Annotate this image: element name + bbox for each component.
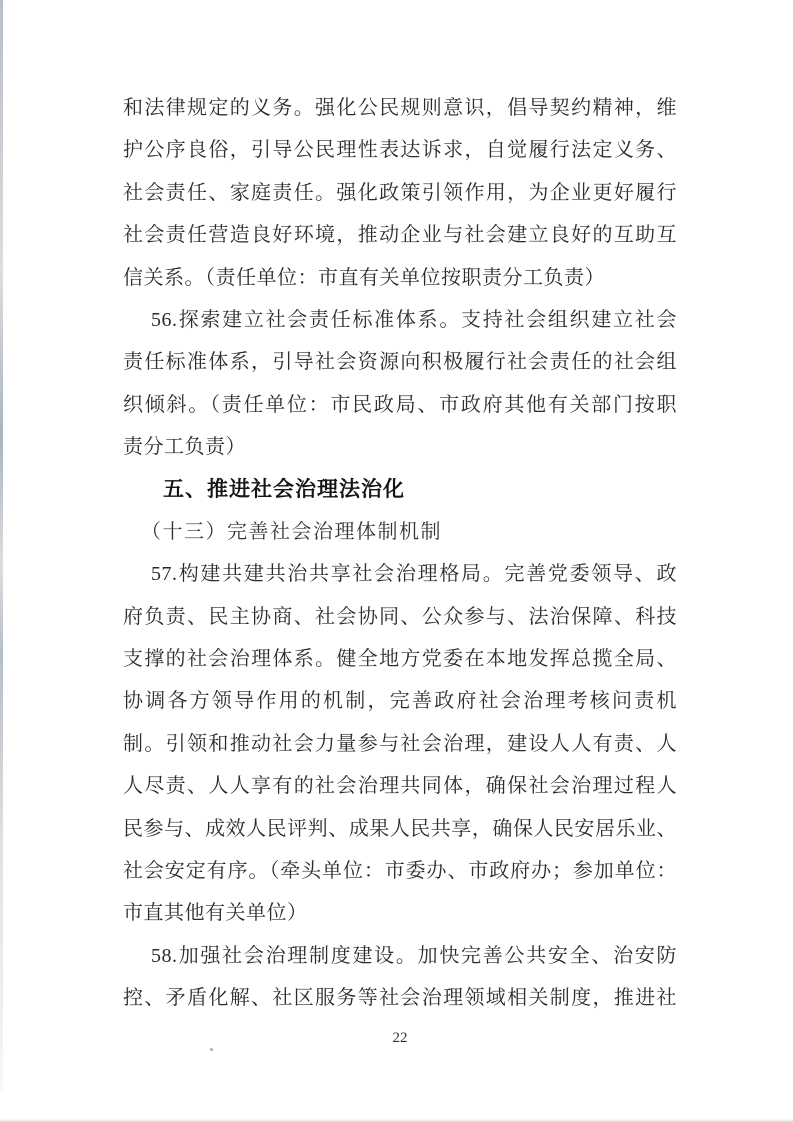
text-line: 社会责任营造良好环境，推动企业与社会建立良好的互助互 xyxy=(123,224,677,247)
subsection-heading: （十三）完善社会治理体制机制 xyxy=(141,520,442,543)
text-line: 织倾斜。（责任单位：市民政局、市政府其他有关部门按职 xyxy=(123,393,677,416)
text-line: 协调各方领导作用的机制，完善政府社会治理考核问责机 xyxy=(123,690,677,713)
text-line: 社会安定有序。（牵头单位：市委办、市政府办；参加单位： xyxy=(123,860,677,883)
scan-edge-artifact xyxy=(0,0,3,1090)
text-line: 责任标准体系，引导社会资源向积极履行社会责任的社会组 xyxy=(123,351,677,374)
text-line: 府负责、民主协商、社会协同、公众参与、法治保障、科技 xyxy=(123,605,677,628)
text-line: 市直其他有关单位） xyxy=(123,902,308,925)
page-number: 22 xyxy=(392,1029,408,1046)
scan-speck-artifact xyxy=(210,1048,213,1051)
text-line: 民参与、成效人民评判、成果人民共享，确保人民安居乐业、 xyxy=(123,817,677,840)
text-line: 护公序良俗，引导公民理性表达诉求，自觉履行法定义务、 xyxy=(123,139,677,162)
text-line: 责分工负责） xyxy=(123,436,246,459)
text-line: 控、矛盾化解、社区服务等社会治理领域相关制度，推进社 xyxy=(123,987,677,1010)
text-line: 社会责任、家庭责任。强化政策引领作用，为企业更好履行 xyxy=(123,181,677,204)
page-content xyxy=(123,87,677,1047)
text-line: 制。引领和推动社会力量参与社会治理，建设人人有责、人 xyxy=(123,732,677,755)
text-line: 和法律规定的义务。强化公民规则意识，倡导契约精神，维 xyxy=(123,97,677,119)
text-line: 人尽责、人人享有的社会治理共同体，确保社会治理过程人 xyxy=(123,775,677,798)
text-line: 信关系。（责任单位：市直有关单位按职责分工负责） xyxy=(123,266,605,289)
text-line: 56.探索建立社会责任标准体系。支持社会组织建立社会 xyxy=(151,308,677,331)
text-line: 58.加强社会治理制度建设。加快完善公共安全、治安防 xyxy=(151,944,677,967)
paragraph xyxy=(123,553,677,935)
paragraph xyxy=(123,935,677,1020)
text-line: 57.构建共建共治共享社会治理格局。完善党委领导、政 xyxy=(151,563,677,586)
paragraph xyxy=(123,87,677,299)
paragraph xyxy=(123,299,677,469)
text-line: 支撑的社会治理体系。健全地方党委在本地发挥总揽全局、 xyxy=(123,648,677,671)
section-heading: 五、推进社会治理法治化 xyxy=(163,477,405,501)
